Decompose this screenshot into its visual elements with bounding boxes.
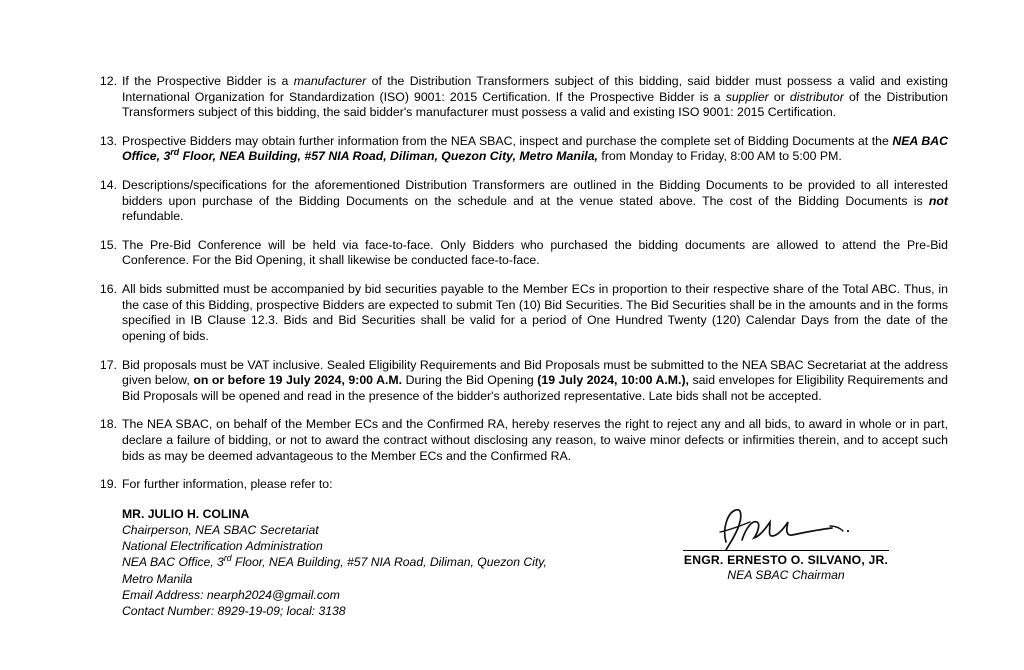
clause-text: The Pre-Bid Conference will be held via face-to-face. Only Bidders who purchased the bidding documents are allowed to attend the Pre-Bid Conference. For the Bid Opening, it shall likewise be conducted face-to-face. xyxy=(122,237,948,268)
signatory-name: ENGR. ERNESTO O. SILVANO, JR. xyxy=(683,552,889,567)
clause-14 xyxy=(96,178,948,225)
secretariat-contact-block xyxy=(122,506,547,620)
contact-address-line1: NEA BAC Office, 3rd Floor, NEA Building, #57 NIA Road, Diliman, Quezon City, xyxy=(122,553,547,570)
signature-area xyxy=(96,506,948,619)
contact-title: Chairperson, NEA SBAC Secretariat xyxy=(122,523,319,538)
contact-name: MR. JULIO H. COLINA xyxy=(122,506,250,521)
contact-agency: National Electrification Administration xyxy=(122,539,323,554)
clause-number: 15. xyxy=(99,237,117,252)
clause-15 xyxy=(96,238,948,269)
clause-number: 14. xyxy=(99,178,117,193)
clause-text: All bids submitted must be accompanied by bid securities payable to the Member ECs in proportion to their respective share of the Total ABC. Thus, in the case of this Bidding, prospective Bidders are expected to submit Ten (10) Bid Securities. The Bid Securities shall be in the amounts and in the forms specified in IB Clause 12.3. Bids and Bid Securities shall be valid for a period of One Hundred Twenty (120) Calendar Days from the date of the opening of bids. xyxy=(122,282,948,343)
handwritten-signature-icon xyxy=(636,506,936,550)
clause-number: 13. xyxy=(99,133,117,148)
clause-number: 12. xyxy=(99,74,117,88)
clause-17 xyxy=(96,358,948,405)
clause-12 xyxy=(96,74,948,121)
contact-address-line2: Metro Manila xyxy=(122,571,193,586)
signatory-role: NEA SBAC Chairman xyxy=(727,567,845,582)
clause-text: The NEA SBAC, on behalf of the Member ECs and the Confirmed RA, hereby reserves the right to reject any and all bids, to award in whole or in part, declare a failure of bidding, or not to award the contract without disclosing any reason, to waive minor defects or infirmities therein, and to accept such bids as may be deemed advantageous to the Member ECs and the Confirmed RA. xyxy=(122,417,948,463)
clause-16 xyxy=(96,282,948,344)
clause-number: 17. xyxy=(99,357,117,372)
clause-text: Bid proposals must be VAT inclusive. Sealed Eligibility Requirements and Bid Proposals must be submitted to the NEA SBAC Secretariat at the address given below, on or before 19 July 2024, 9:00 A.M. During the Bid Opening (19 July 2024, 10:00 A.M.), said envelopes for Eligibility Requirements and Bid Proposals will be opened and read in the presence of the bidder's authorized representative. Late bids shall not be accepted. xyxy=(122,357,949,403)
clause-text: Descriptions/specifications for the aforementioned Distribution Transformers are outlined in the Bidding Documents to be provided to all interested bidders upon purchase of the Bidding Documents on the schedule and at the venue stated above. The cost of the Bidding Documents is not refundable. xyxy=(122,178,948,224)
clause-number: 18. xyxy=(99,417,117,432)
clause-18 xyxy=(96,417,948,464)
clause-number: 16. xyxy=(99,282,117,297)
clause-text: For further information, please refer to: xyxy=(122,477,333,492)
contact-phone: Contact Number: 8929-19-09; local: 3138 xyxy=(122,604,346,619)
signatory-block xyxy=(636,506,936,582)
contact-email: Email Address: nearph2024@gmail.com xyxy=(122,587,340,602)
clause-number: 19. xyxy=(99,477,117,492)
document-body xyxy=(96,74,949,619)
clause-text: Prospective Bidders may obtain further information from the NEA SBAC, inspect and purchase the complete set of Bidding Documents at the NEA BAC Office, 3rd Floor, NEA Building, #57 NIA Road, Diliman, Quezon City, Metro Manila, from Monday to Friday, 8:00 AM to 5:00 PM. xyxy=(122,133,948,164)
clause-13 xyxy=(96,134,948,165)
clause-19 xyxy=(96,477,948,493)
clause-text: If the Prospective Bidder is a manufacturer of the Distribution Transformers subject of this bidding, said bidder must possess a valid and existing International Organization for Standardization (ISO) 9001: 2015 Certification. If the Prospective Bidder is a supplier or distributor of the Distribution Transformers subject of this bidding, the said bidder's manufacturer must possess a valid and existing ISO 9001: 2015 Certification. xyxy=(122,74,948,120)
